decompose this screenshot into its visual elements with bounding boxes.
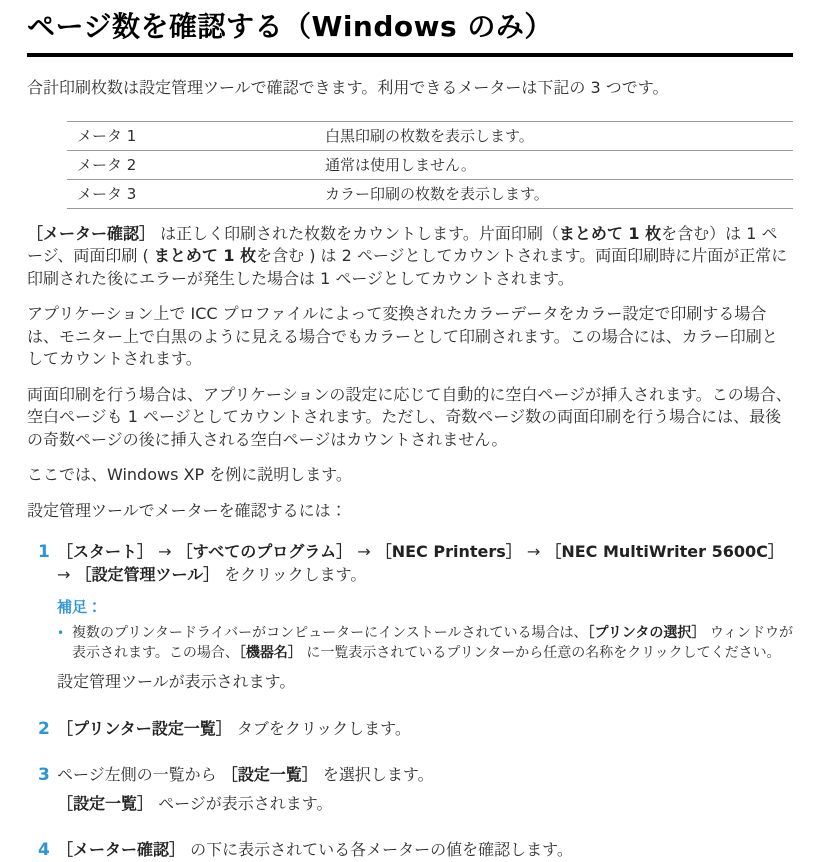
step-text: ページ左側の一覧から ［設定一覧］ を選択します。 [57,765,434,785]
table-row [67,150,793,179]
paragraph-duplex-blank-page: 両面印刷を行う場合は、アプリケーションの設定に応じて自動的に空白ページが挿入されます。この場合、空白ページも 1 ページとしてカウントされます。ただし、奇数ページ数の両面印刷を行う場合には、最後の奇数ページの後に挿入される空白ページはカウントされません。 [27,384,792,449]
meter-name: メータ 3 [67,179,315,208]
note-block [57,598,793,663]
step-text: ［プリンター設定一覧］ タブをクリックします。 [57,718,411,738]
step-text: ［スタート］ → ［すべてのプログラム］ → ［NEC Printers］ → ［NEC MultiWriter 5600C］ → ［設定管理ツール］ をクリックします。 [57,542,784,584]
bullet-icon: • [57,626,65,641]
step-4 [38,839,793,862]
step-number: 3 [38,765,50,786]
meter-name: メータ 1 [67,121,315,150]
meter-name: メータ 2 [67,150,315,179]
page-title: ページ数を確認する（Windows のみ） [27,8,793,57]
step-number: 4 [38,840,50,861]
meter-table [67,121,793,209]
step-number: 2 [38,718,50,739]
table-row [67,121,793,150]
note-label: 補足： [57,598,103,617]
meter-description: カラー印刷の枚数を表示します。 [315,179,793,208]
meter-description: 通常は使用しません。 [315,150,793,179]
intro-paragraph: 合計印刷枚数は設定管理ツールで確認できます。利用できるメーターは下記の 3 つです。 [27,77,669,97]
step-3 [38,764,793,815]
step-number: 1 [38,542,50,563]
paragraph-procedure-intro: 設定管理ツールでメーターを確認するには： [27,500,347,520]
paragraph-meter-count: ［メーター確認］ は正しく印刷された枚数をカウントします。片面印刷（まとめて 1 枚を含む）は 1 ページ、両面印刷 ( まとめて 1 枚を含む ) は 2 ページとしてカウントされます。両面印刷時に片面が正常に印刷された後にエラーが発生した場合は 1 ページとしてカウントされます。 [27,223,788,288]
step-result: 設定管理ツールが表示されます。 [57,672,296,692]
step-1 [38,541,793,694]
note-text: 複数のプリンタードライバーがコンピューターにインストールされている場合は、［プリンタの選択］ ウィンドウが表示されます。この場合、［機器名］ に一覧表示されているプリンターから任意の名称をクリックしてください。 [72,625,793,662]
note-list-item [57,623,793,663]
paragraph-windows-xp-example: ここでは、Windows XP を例に説明します。 [27,465,352,485]
step-2 [38,718,793,741]
meter-description: 白黒印刷の枚数を表示します。 [315,121,793,150]
step-text: ［メーター確認］ の下に表示されている各メーターの値を確認します。 [57,840,573,860]
procedure-steps [27,541,793,862]
step-result: ［設定一覧］ ページが表示されます。 [57,793,333,813]
table-row [67,179,793,208]
paragraph-icc-profile: アプリケーション上で ICC プロファイルによって変換されたカラーデータをカラー設定で印刷する場合は、モニター上で白黒のように見える場合でもカラーとして印刷されます。この場合には、カラー印刷としてカウントされます。 [27,304,778,369]
